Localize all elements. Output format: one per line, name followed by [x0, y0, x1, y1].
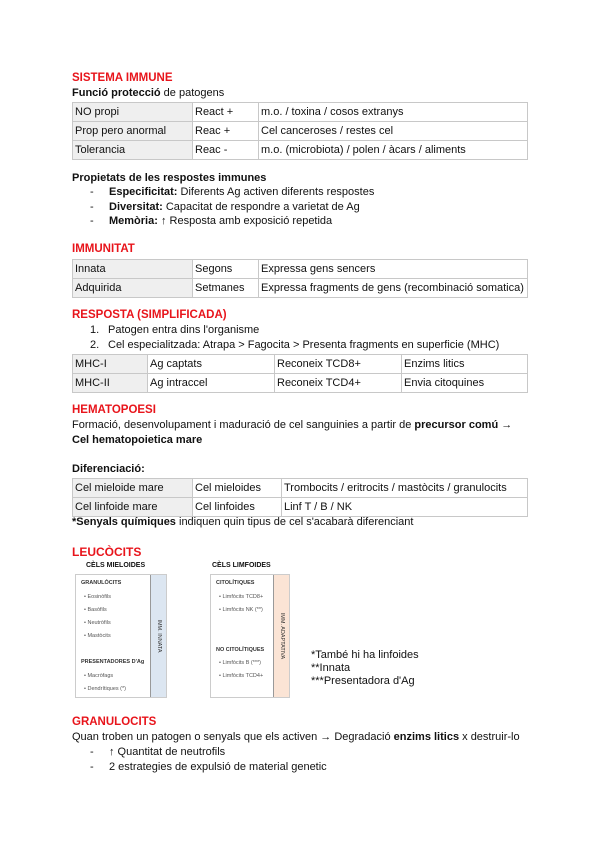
- bullet-dash: -: [90, 201, 94, 213]
- cell: Expressa fragments de gens (recombinació somatica): [259, 279, 528, 298]
- cell: Reconeix TCD4+: [275, 374, 402, 393]
- item-text: Limfòcits TCD4+: [222, 673, 264, 679]
- item-bold: Especificitat:: [109, 186, 178, 198]
- item-text: Mastòcits: [87, 633, 111, 639]
- step-number: 1.: [90, 324, 100, 336]
- immunitat-table: [72, 259, 528, 298]
- gran-text-plain: Quan troben un patogen o senyals que els activen → Degradació: [72, 731, 394, 743]
- table-row: [73, 103, 528, 122]
- cell: MHC-II: [73, 374, 148, 393]
- list-item: • Eosinòfils: [84, 594, 112, 600]
- list-item: • Limfòcits B (***): [219, 660, 261, 666]
- citolitiques-label: CITOLÍTIQUES: [216, 580, 255, 586]
- hema-note: [72, 516, 413, 528]
- mhc-table: [72, 354, 528, 393]
- cell: Segons: [193, 260, 259, 279]
- step-number: 2.: [90, 339, 100, 351]
- cell: Cel mieloides: [193, 479, 282, 498]
- list-item: [109, 201, 360, 213]
- cell: Envia citoquines: [402, 374, 528, 393]
- list-item: • Limfòcits TCD8+: [219, 594, 264, 600]
- note-bold: *Senyals químiques: [72, 516, 176, 528]
- heading-leucocits: LEUCÒCITS: [72, 545, 142, 559]
- table-row: [73, 479, 528, 498]
- limfoides-diagram: [210, 574, 290, 698]
- list-item: • Basòfils: [84, 607, 107, 613]
- bullet-dash: -: [90, 746, 94, 758]
- heading-hematopoesi: HEMATOPOESI: [72, 404, 156, 416]
- leucocits-note: *També hi ha linfoides: [311, 649, 419, 661]
- bullet-dash: -: [90, 186, 94, 198]
- table-row: [73, 498, 528, 517]
- cell: Setmanes: [193, 279, 259, 298]
- cell: m.o. (microbiota) / polen / àcars / aliments: [259, 141, 528, 160]
- intro-bold: Funció protecció: [72, 87, 161, 99]
- adaptativa-band: [273, 575, 289, 697]
- heading-granulocits: GRANULOCITS: [72, 716, 157, 728]
- list-item: [109, 186, 374, 198]
- list-item: • Limfòcits TCD4+: [219, 673, 264, 679]
- hema-bold-line: Cel hematopoietica mare: [72, 434, 203, 446]
- cell: Trombocits / eritrocits / mastòcits / granulocits: [282, 479, 528, 498]
- step-text: Patogen entra dins l'organisme: [108, 324, 260, 336]
- cell: Prop pero anormal: [73, 122, 193, 141]
- table-row: [73, 355, 528, 374]
- list-item: • Limfòcits NK (**): [219, 607, 263, 613]
- cell: NO propi: [73, 103, 193, 122]
- gran-rest: x destruir-lo: [459, 731, 520, 743]
- cell: Reac +: [193, 122, 259, 141]
- gran-text: [72, 731, 520, 743]
- diferenciacio-table: [72, 478, 528, 517]
- item-text: ↑ Resposta amb exposició repetida: [157, 215, 333, 227]
- heading-sistema-immune: SISTEMA IMMUNE: [72, 72, 173, 84]
- table-row: [73, 122, 528, 141]
- props-title: Propietats de les respostes immunes: [72, 172, 267, 184]
- list-item: • Neutròfils: [84, 620, 111, 626]
- gran-bold: enzims litics: [393, 731, 460, 743]
- list-item: • Macròfags: [84, 673, 114, 679]
- heading-resposta: RESPOSTA (SIMPLIFICADA): [72, 309, 227, 321]
- item-text: Macròfags: [87, 673, 114, 679]
- hema-text-plain: Formació, desenvolupament i maduració de cel sanguinies a partir de: [72, 419, 415, 431]
- list-item: • Mastòcits: [84, 633, 111, 639]
- presentadores-label: PRESENTADORES D'Ag: [81, 659, 145, 665]
- table-row: [73, 260, 528, 279]
- list-item: ↑ Quantitat de neutrofils: [109, 746, 226, 758]
- item-bold: Diversitat:: [109, 201, 163, 213]
- bullet-dash: -: [90, 761, 94, 773]
- cell: Expressa gens sencers: [259, 260, 528, 279]
- no-citolitiques-label: NO CITOLÍTIQUES: [216, 647, 265, 653]
- item-bold: Memòria:: [109, 215, 158, 227]
- item-text: Capacitat de respondre a varietat de Ag: [162, 201, 360, 213]
- granulocits-label: GRANULÒCITS: [81, 580, 122, 586]
- heading-immunitat: IMMUNITAT: [72, 243, 135, 255]
- cell: Adquirida: [73, 279, 193, 298]
- adaptativa-label: IMM. ADAPTATIVA: [278, 612, 285, 660]
- arrow: →: [498, 419, 513, 431]
- bullet-dash: -: [90, 215, 94, 227]
- item-text: Limfòcits NK (**): [222, 607, 263, 613]
- function-table: [72, 102, 528, 160]
- item-text: Neutròfils: [87, 620, 111, 626]
- cell: Cel linfoides: [193, 498, 282, 517]
- cell: Reconeix TCD8+: [275, 355, 402, 374]
- mieloides-title: CÈLS MIELOIDES: [86, 562, 146, 569]
- innata-label: IMM. INNATA: [155, 619, 162, 653]
- item-text: Limfòcits B (***): [222, 660, 261, 666]
- item-text: Dendrítiques (*): [87, 686, 126, 692]
- table-row: [73, 374, 528, 393]
- item-text: Diferents Ag activen diferents respostes: [177, 186, 375, 198]
- intro-rest: de patogens: [160, 87, 225, 99]
- item-text: Eosinòfils: [87, 594, 112, 600]
- list-item: 2 estrategies de expulsió de material genetic: [109, 761, 327, 773]
- mieloides-diagram: [75, 574, 167, 698]
- cell: Ag intraccel: [148, 374, 275, 393]
- table-row: [73, 141, 528, 160]
- cell: m.o. / toxina / cosos extranys: [259, 103, 528, 122]
- leucocits-note: ***Presentadora d'Ag: [311, 675, 415, 687]
- cell: Cel linfoide mare: [73, 498, 193, 517]
- cell: React +: [193, 103, 259, 122]
- cell: Cel canceroses / restes cel: [259, 122, 528, 141]
- cell: Linf T / B / NK: [282, 498, 528, 517]
- cell: Ag captats: [148, 355, 275, 374]
- list-item: [109, 215, 332, 227]
- hema-text: [72, 419, 512, 431]
- innata-band: [150, 575, 166, 697]
- step-text: Cel especialitzada: Atrapa > Fagocita > Presenta fragments en superficie (MHC): [108, 339, 500, 351]
- hema-bold: precursor comú: [414, 419, 499, 431]
- list-item: • Dendrítiques (*): [84, 686, 126, 692]
- note-rest: indiquen quin tipus de cel s'acabarà diferenciant: [175, 516, 414, 528]
- cell: Reac -: [193, 141, 259, 160]
- table-row: [73, 279, 528, 298]
- diferenciacio-title: Diferenciació:: [72, 463, 145, 475]
- leucocits-note: **Innata: [311, 662, 351, 674]
- item-text: Limfòcits TCD8+: [222, 594, 264, 600]
- cell: MHC-I: [73, 355, 148, 374]
- cell: Tolerancia: [73, 141, 193, 160]
- cell: Enzims litics: [402, 355, 528, 374]
- cell: Cel mieloide mare: [73, 479, 193, 498]
- item-text: Basòfils: [87, 607, 107, 613]
- limfoides-title: CÈLS LIMFOIDES: [212, 562, 271, 569]
- cell: Innata: [73, 260, 193, 279]
- intro: [72, 87, 224, 99]
